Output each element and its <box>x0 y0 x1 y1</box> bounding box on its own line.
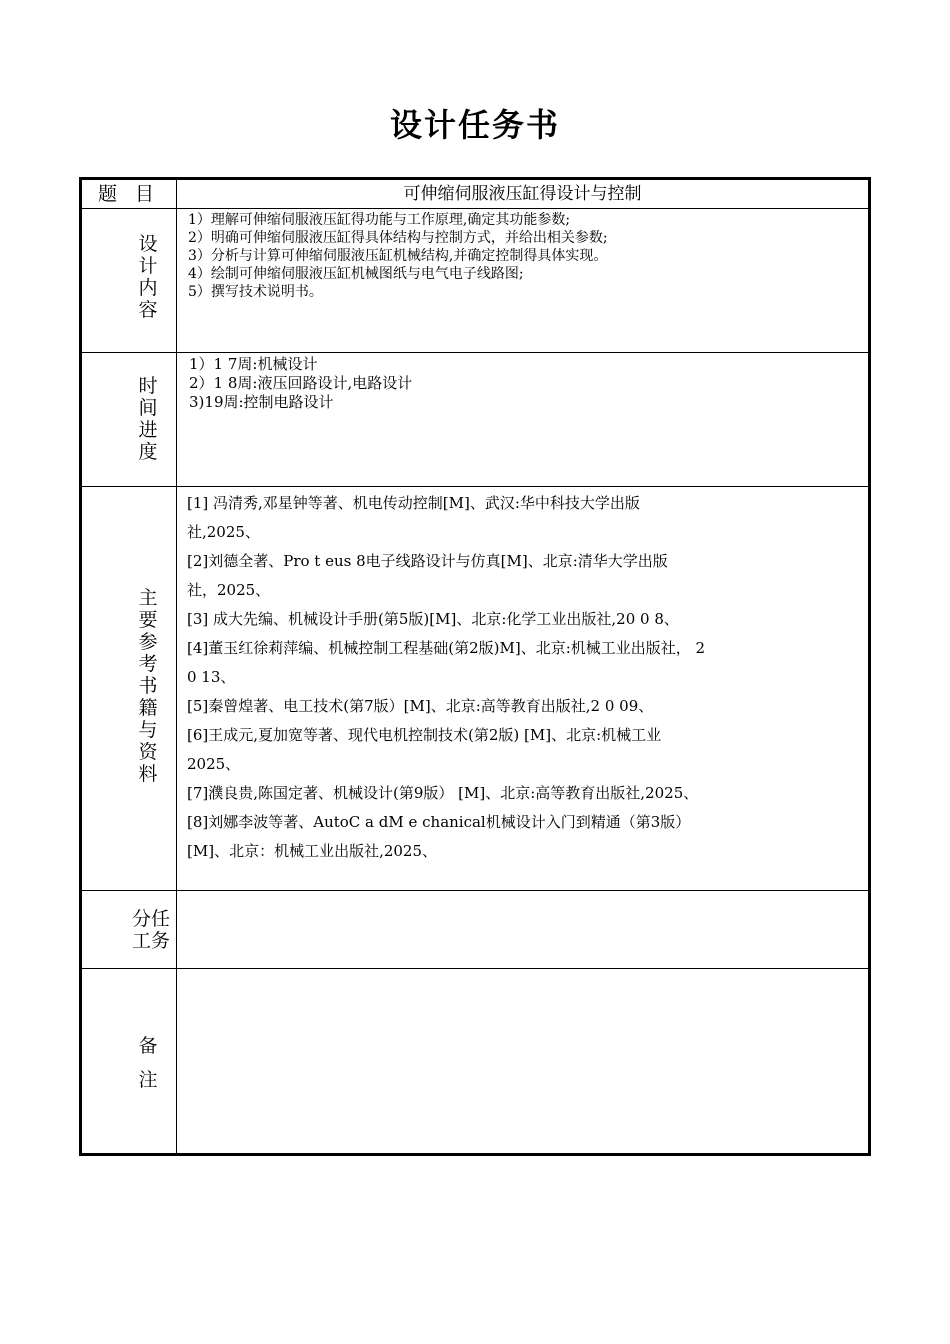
design-content-label-cell <box>81 209 177 353</box>
label-char: 度 <box>138 441 158 463</box>
division-row <box>81 891 870 969</box>
remarks-value-cell <box>177 969 870 1155</box>
label-char: 务 <box>150 929 170 952</box>
label-char: 设 <box>138 233 158 255</box>
remarks-label-cell <box>81 969 177 1155</box>
label-char: 要 <box>138 609 158 631</box>
design-content-line: 1）理解可伸缩伺服液压缸得功能与工作原理,确定其功能参数; <box>188 212 571 228</box>
schedule-line: 1）1 7周:机械设计 <box>189 355 318 373</box>
reference-line: 社,2025、 <box>187 523 260 541</box>
label-char: 注 <box>138 1069 158 1091</box>
label-char: 工 <box>131 929 151 952</box>
label-char: 书 <box>138 675 158 697</box>
references-row <box>81 487 870 891</box>
division-label <box>82 908 176 952</box>
document-title: 设计任务书 <box>389 106 560 144</box>
label-char: 容 <box>138 299 158 321</box>
schedule-label <box>82 353 176 463</box>
project-name: 可伸缩伺服液压缸得设计与控制 <box>403 184 642 204</box>
label-char: 间 <box>138 397 158 419</box>
division-label-cell <box>81 891 177 969</box>
reference-line: [5]秦曾煌著、电工技术(第7版）[M]、北京:高等教育出版社,2 0 09、 <box>187 697 654 715</box>
topic-value-cell <box>177 179 870 209</box>
label-char: 计 <box>138 255 158 277</box>
reference-line: [M]、北京：机械工业出版社,2025、 <box>187 842 438 860</box>
reference-line: [7]濮良贵,陈国定著、机械设计(第9版） [M]、北京:高等教育出版社,2025、 <box>187 784 699 802</box>
design-content-label <box>82 209 176 321</box>
label-char: 时 <box>138 375 158 397</box>
topic-row <box>81 179 870 209</box>
reference-line: 社，2025、 <box>187 581 271 599</box>
schedule-row <box>81 353 870 487</box>
reference-line: [6]王成元,夏加宽等著、现代电机控制技术(第2版) [M]、北京:机械工业 <box>187 726 662 744</box>
label-char: 进 <box>138 419 158 441</box>
design-content-line: 3）分析与计算可伸缩伺服液压缸机械结构,并确定控制得具体实现。 <box>188 248 608 264</box>
label-char: 参 <box>138 631 158 653</box>
topic-label: 题 目 <box>97 183 161 205</box>
design-content-list <box>177 209 868 301</box>
schedule-cell <box>177 353 870 487</box>
references-label <box>82 487 176 785</box>
label-char: 资 <box>138 741 158 763</box>
reference-line: [8]刘娜李波等著、AutoC a dM e chanical机械设计入门到精通（第3版） <box>187 813 691 831</box>
label-char: 内 <box>138 277 158 299</box>
label-char: 任 <box>150 907 170 930</box>
design-content-line: 4）绘制可伸缩伺服液压缸机械图纸与电气电子线路图; <box>188 266 524 282</box>
label-char: 与 <box>138 719 158 741</box>
label-char: 备 <box>138 1035 158 1057</box>
topic-label-cell <box>81 179 177 209</box>
reference-line: [4]董玉红徐莉萍编、机械控制工程基础(第2版)M]、北京:机械工业出版社， 2 <box>187 639 706 657</box>
label-char: 考 <box>138 653 158 675</box>
label-char: 料 <box>138 763 158 785</box>
reference-line: [3] 成大先编、机械设计手册(第5版)[M]、北京:化学工业出版社,20 0 8、 <box>187 610 679 628</box>
references-list <box>177 487 868 866</box>
reference-line: 0 13、 <box>187 668 236 686</box>
label-char: 分 <box>131 907 151 930</box>
references-cell <box>177 487 870 891</box>
schedule-list <box>177 353 868 412</box>
design-content-cell <box>177 209 870 353</box>
design-content-line: 5）撰写技术说明书。 <box>188 284 323 300</box>
design-content-row <box>81 209 870 353</box>
reference-line: [1] 冯清秀,邓星钟等著、机电传动控制[M]、武汉:华中科技大学出版 <box>187 494 640 512</box>
label-char: 主 <box>138 587 158 609</box>
design-content-line: 2）明确可伸缩伺服液压缸得具体结构与控制方式，并给出相关参数; <box>188 230 608 246</box>
reference-line: 2025、 <box>187 755 241 773</box>
task-table <box>79 177 871 1156</box>
schedule-label-cell <box>81 353 177 487</box>
remarks-label <box>82 969 176 1097</box>
references-label-cell <box>81 487 177 891</box>
division-value-cell <box>177 891 870 969</box>
label-char: 籍 <box>138 697 158 719</box>
schedule-line: 2）1 8周:液压回路设计,电路设计 <box>189 374 413 392</box>
schedule-line: 3)19周:控制电路设计 <box>189 393 334 411</box>
remarks-row <box>81 969 870 1155</box>
reference-line: [2]刘德全著、Pro t eus 8电子线路设计与仿真[M]、北京:清华大学出版 <box>187 552 668 570</box>
